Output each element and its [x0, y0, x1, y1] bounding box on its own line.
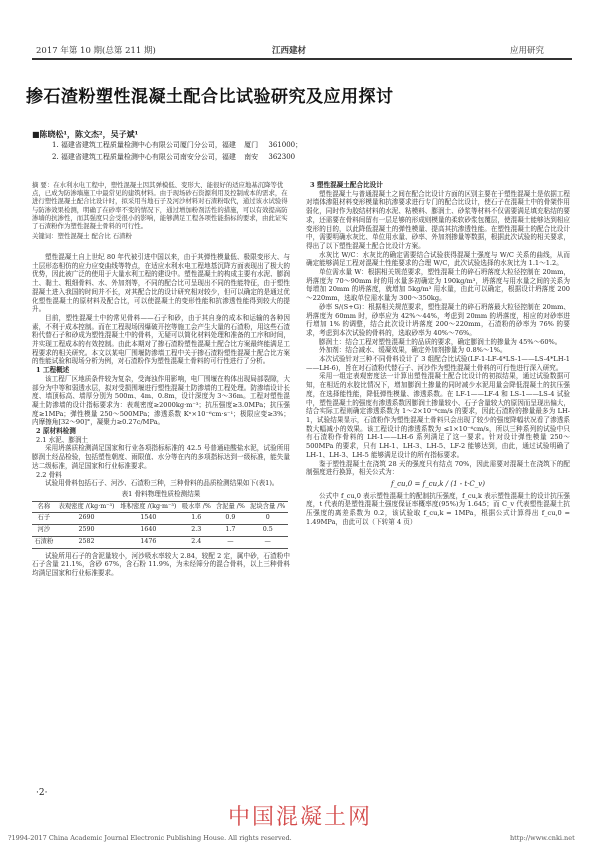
table-cell: 1640 [117, 525, 179, 537]
left-column [32, 253, 290, 785]
table-cell: 1.6 [179, 513, 213, 525]
watermark-logo: 中国混凝土网 [227, 805, 372, 830]
footer-url: http://www.cnki.net [510, 834, 575, 842]
paragraph: 公式中 f_cu,0 表示塑性混凝土的配制抗压强度，f_cu,k 表示塑性混凝土的设计抗压强度，t 代表的是塑性混凝土强度保证率概率度(95%)为 1.645；而 C_v 代表塑性混凝土抗压强度的离差系数为 0.2，该试验取 f_cu,k = 1MPa，根据公式计算得出 f_cu,0 = 1.49MPa，由此可以（下转第 4 页） [306, 491, 570, 526]
paragraph: 采用一组定表观密度法一计算出塑性混凝土配合比设计的初拟结果，通过试验数据可知，在相近的水胶比情况下，增加膨润土掺量的同时减少水泥用量会降低混凝土的抗压强度，在选择能性能，降低弹性模量、渗透系数。在 LF-1——LF-4 和 LS-1——LS-4 试验中，塑性混凝土的强度有渗透系数因膨润土掺量较小、石子含量较大的原因而呈现出偏大，结合实际工程则确定渗透系数为 1～2×10⁻⁶cm/s 的要求，因此石渣粉的掺量最多为 LH-1，试验结果显示，石渣粉作为塑性混凝土骨料只会出现了较少的强度降幅状况看了渗透系数大幅减小的效果。该工程设计的渗透系数为 ≤1×10⁻⁶cm/s，所以三种系列的试验中只有石渣粉作骨料的 LH-1——LH-6 系列满足了这一要求。针对设计弹性模量 250～500MPa 的要求，只有 LH-1、LH-3、LH-5、LF-2 能够达到，由此，通过试验明确了 LH-1、LH-3、LH-5 能够满足设计的所有指标要求。 [306, 372, 570, 459]
subsection-heading: 2.1 水泥、膨润土 [36, 435, 89, 444]
table-header: 吸水率 /% [179, 501, 213, 513]
table-cell: 河沙 [32, 525, 56, 537]
paragraph: 试验所用石子的含泥量较小，河沙吸水率较大 2.84，较配 2 定，属中砂，石渣粉中石子含量 21.1%，含砂 67%，含石粉 11.9%，为未经筛分的混合骨料，以上三种骨料均满足国家和行业标准要求。 [32, 551, 290, 577]
header-section: 应用研究 [510, 46, 545, 56]
strength-formula: f_cu,0 = f_cu,k / (1 - t·C_v) [391, 479, 485, 488]
table-header: 名称 [32, 501, 56, 513]
aggregate-table [32, 501, 288, 549]
table-header: 泥块含量 /% [247, 501, 288, 513]
paragraph: 本次试验针对三种不同骨料设计了 3 组配合比试验(LF-1-LF-4*LS-1——LS-4*LH-1——LH-6)，旨在对石渣粉代替石子、河沙作为塑性混凝土骨料的可行性进行深入研究。 [306, 355, 570, 372]
table-row [32, 513, 288, 525]
paragraph: 试验用骨料包括石子、河沙、石渣粉三种，三种骨料的品质检测结果如下(表1)。 [45, 479, 279, 488]
section-heading: 1 工程概述 [36, 366, 70, 375]
table-cell: 1540 [117, 513, 179, 525]
table-cell: 2.3 [179, 525, 213, 537]
footer-copyright: ?1994-2017 China Academic Journal Electronic Publishing House. All rights reserved. [8, 834, 292, 842]
authors: ■陈晓松¹，陈文杰²，吴子斌¹ [32, 129, 139, 139]
affiliation-1: 1. 福建省建筑工程质量检测中心有限公司厦门分公司，福建 厦门 361000； [52, 141, 303, 149]
paragraph: 外加剂：结合减水、缓凝效果，确定外加剂掺量为 0.8%～1%。 [319, 346, 507, 355]
table-cell: 2690 [56, 513, 118, 525]
affiliation-2: 2. 福建省建筑工程质量检测中心有限公司南安分公司，福建 南安 362300 [52, 153, 296, 161]
paragraph: 目前，塑性混凝土中的常见骨料——石子和砂，由于其自身的成本和运输的各种因素，不利于成本控制。而在工程现场因爆破开挖等施工会产生大量的石渣粉，用这些石渣粉代替石子和砂成为塑性混凝土中的骨料，无疑可以简化材料处理和准备的工序和时间，并实现工程成本的有效控制。由此本期对了掺石渣粉塑性混凝土配合比方案最终能满足工程要求的相关研究。本文以某电厂围堰防渗墙工程中关于掺石渣粉塑性混凝土配合比方案的性能试验和现场分析为例，对石渣粉作为塑性混凝土骨料的可行性进行了分析。 [32, 313, 290, 366]
paragraph: 塑性混凝土自上世纪 80 年代被引进中国以来，由于其弹性模量低、极限变形大、与土层形态相仿的应力应变曲线等特点，在适应水利水电工程地基沉降方面表现出了极大的优势，因此被广泛的使用于大量水利工程的建设中。塑性混凝土的构成主要有水泥、膨润土、黏土、粗细骨料、水、外加剂等，不同的配合比可呈现出不同的性能特征，由于塑性混凝土进入我国的时间并不长，对其配合比的设计研究相对较少，但可以确定的是通过优化塑性混凝土的原材料及配合比，可以使混凝土的变形性能和抗渗透性能得到较大的提升。 [32, 253, 290, 314]
table-cell: — [247, 536, 288, 548]
article-title: 掺石渣粉塑性混凝土配合比试验研究及应用探讨 [26, 87, 394, 107]
paragraph: 鉴于塑性混凝土在浇筑 28 天的强度只有结点 70%，因此需要对混凝土在浇筑下的配制强度进行换算，相关公式为： [306, 459, 570, 477]
paragraph: 单位需水量 W：根据相关规范要求，塑性混凝土的碎石坍落度大粒径控制在 20mm，坍落度为 70～90mm 时的用水量多初确定为 190kg/m³，坍落度与用水量之间的关系为每增加 20mm 的坍落度，就增加 5kg/m³ 用水量，由此可以确定，根据设计坍落度 200～220mm，选取单位需水量为 300～350kg。 [306, 268, 570, 303]
table-cell: 0 [247, 513, 288, 525]
table-header: 表观密度 /(kg·m⁻³) [56, 501, 118, 513]
paragraph: 水灰比 W/C：水灰比的确定需要结合试验获得混凝土强度与 W/C 关系的曲线，从而确定能够满足工程对混凝土性能要求的合理 W/C，此次试验选择的水灰比为 1.1～1.2。 [306, 250, 570, 268]
table-header: 含泥量 /% [213, 501, 247, 513]
section-heading: 2 原材料检测 [36, 427, 76, 436]
table-cell: 0.5 [247, 525, 288, 537]
table-cell: 2590 [56, 525, 118, 537]
abstract-text: 摘 要：在水利水电工程中，塑性混凝土因其弹模低、变形大、能很好的适应地基沉降等优点，已成为防渗墙施工中最常见的建筑材料。由于现场砂石资源利用及控制成本的需求，在进行塑性混凝土配合比设计时，拟采用当地石子及河沙材料对石渣粉取代，通过该水试验得与防渗效果检测，明确了在砂率不变的情况下，通过增加粉剂活性的措施，可以有效提高防渗墙的抗渗性，而其强度只会受很小的影响，能够满足工程各项性能指标的要求，由此证实了石渣粉作为塑性混凝土骨料的可行性。 [32, 181, 288, 231]
table-cell: 2.4 [179, 536, 213, 548]
header-journal: 江西建材 [272, 46, 307, 56]
table-cell: 石子 [32, 513, 56, 525]
header-rule [32, 58, 572, 60]
table-caption: 表1 骨料物理性质检测结果 [121, 489, 201, 498]
header-issue: 2017 年第 10 期(总第 211 期) [36, 46, 156, 56]
table-cell: 0.9 [213, 513, 247, 525]
paragraph: 该工程厂区地质条件较为复杂，受海浊作用影响，电厂围堰在构体出现局部裂隙，大部分为中等和弱透水层，拟对受损围堰进行塑性混凝土防渗墙的工程处理。防渗墙设计长度、墙顶标高、墙厚分别为 500m、4m、0.8m，设计深度为 3～36m。工程对塑性混凝土防渗墙的设计指标要求为：表观密度≥2000kg·m⁻³；抗压强度≥3.0MPa；抗压强度≥1MPa；弹性模量 250～500MPa；渗透系数 Kⁿ×10⁻⁶cm·s⁻¹；极限应变≥3%；内摩擦角[32～90]°，凝聚力≥0.27c/MPa。 [32, 374, 290, 427]
table-cell: 1.7 [213, 525, 247, 537]
table-header: 堆积密度 /(kg·m⁻³) [117, 501, 179, 513]
subsection-heading: 2.2 骨料 [36, 470, 62, 479]
paragraph: 膨润土：结合工程对塑性混凝土的品质的要求，确定膨润土的掺量为 45%～60%。 [319, 337, 562, 346]
paragraph: 塑性混凝土与普通混凝土之间在配合比设计方面的区别主要在于塑性混凝土是依据工程对墙体渗阻材料变形模量和抗渗要求进行专门的配合比设计，使石子在混凝土中的骨架作用弱化，同时作为胶结材料的水泥、粘模料、膨润土、砂浆等材料不仅需要满足填充粘结的要求，还需要在骨料间留有一层足够的形成则模量的柔软砂浆包覆层，使混凝土能够达到相应变形的目的，以此降低混凝土的弹性模量、提高其抗渗透性能。在塑性混凝土的配合比设计中，需要明确水灰比、单位用水量、砂率、外加剂掺量等数据，根据此次试验的相关要求，得出了以下塑性混凝土配合比设计方案。 [306, 189, 570, 250]
paragraph: 采用坍落质检测满足国家和行业各项指标标准的 42.5 号普通硅酸盐水泥，试验所用膨润土经品检验，包括塑性朝度、雨限值、水分等在内的多项指标达到一级标准，能失量达二级标准，满足国家和行业标准要求。 [32, 444, 290, 470]
page-number: ·2· [36, 788, 48, 798]
right-column [306, 181, 570, 785]
abstract-block [32, 181, 290, 240]
paragraph: 砂率 S/(S+G)：根据相关规范要求，塑性混凝土的碎石坍落最大粒径控制在 20mm、坍落度为 60mm 时，砂率应为 42%～44%，考虑到 20mm 的坍落度，相应的对砂率进行增加 1% 的调整，结合此次设计坍落度 200～220mm，石渣粉的砂率为 76% 的要求，考虑到本次试验的骨料的，选取砂率为 40%～76%。 [306, 302, 570, 337]
keywords: 关键词：塑性混凝土 配合比 石渣粉 [32, 232, 132, 241]
table-row [32, 536, 288, 548]
table-row [32, 525, 288, 537]
table-cell: — [213, 536, 247, 548]
table-header-row [32, 501, 288, 513]
table-cell: 1476 [117, 536, 179, 548]
section-heading: 3 塑性混凝土配合比设计 [310, 181, 383, 189]
table-cell: 石渣粉 [32, 536, 56, 548]
table-cell: 2582 [56, 536, 118, 548]
